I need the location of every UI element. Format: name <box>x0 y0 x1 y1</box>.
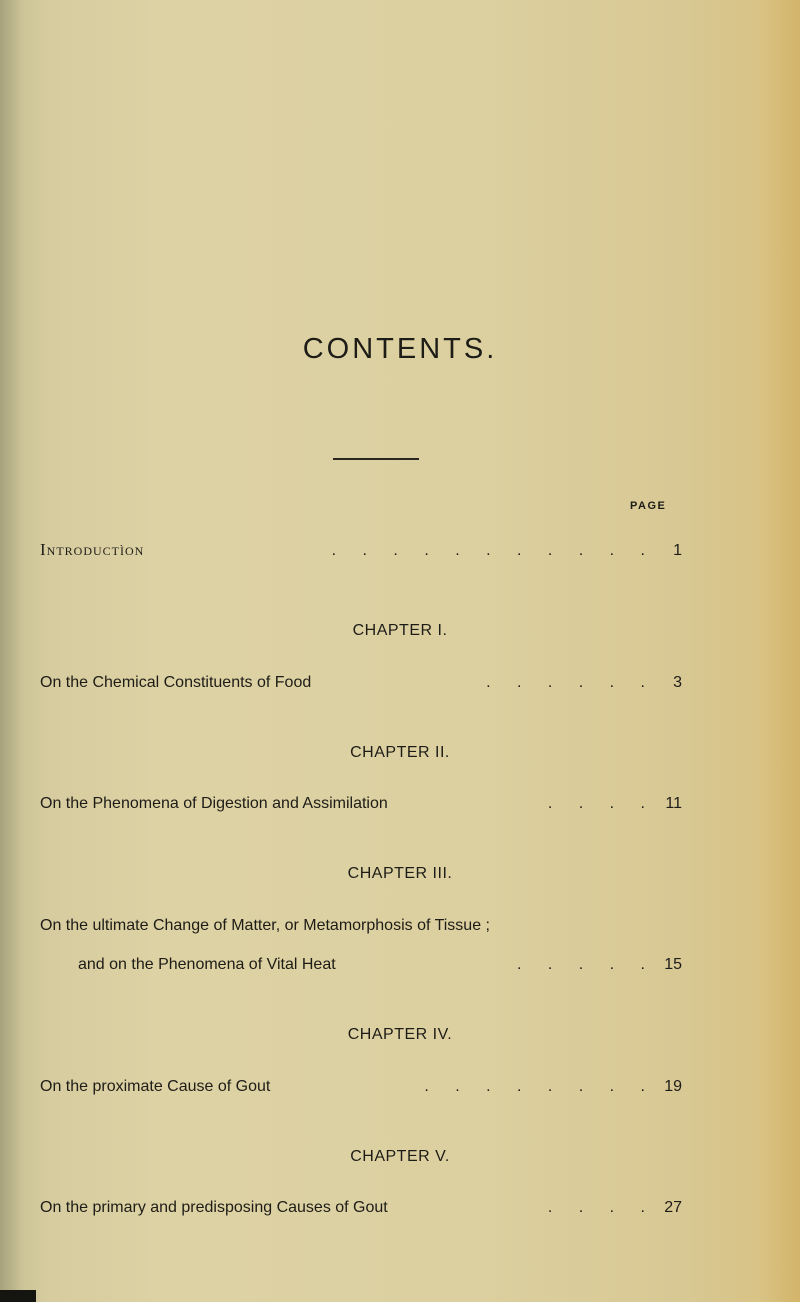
toc-entry-label: On the Chemical Constituents of Food <box>40 674 312 691</box>
page-title: CONTENTS. <box>302 333 498 365</box>
toc-entry-chapter-5[interactable] <box>40 1199 682 1217</box>
dot-leader: . . . . . . . . . . . <box>331 542 656 559</box>
dot-leader: . . . . <box>547 1199 656 1216</box>
toc-entry-chapter-4[interactable] <box>40 1078 682 1096</box>
page-edge-tint <box>760 0 800 1302</box>
chapter-heading-2: CHAPTER II. <box>350 744 450 761</box>
toc-entry-label: On the primary and predisposing Causes of Gout <box>40 1199 388 1216</box>
chapter-heading-5: CHAPTER V. <box>350 1148 450 1165</box>
toc-entry-label: On the proximate Cause of Gout <box>40 1078 271 1095</box>
toc-entry-introduction[interactable] <box>40 540 682 560</box>
toc-entry-chapter-2[interactable] <box>40 795 682 813</box>
toc-page-number: 1 <box>673 542 682 559</box>
page-edge-shadow <box>0 0 22 1302</box>
dot-leader: . . . . . . <box>486 674 656 691</box>
toc-page-number: 27 <box>664 1199 682 1216</box>
scan-edge-mark <box>0 1290 36 1302</box>
chapter-heading-4: CHAPTER IV. <box>347 1026 453 1043</box>
dot-leader: . . . . <box>547 795 656 812</box>
chapter-heading-1: CHAPTER I. <box>352 622 448 639</box>
dot-leader: . . . . . <box>516 956 656 973</box>
toc-page-number: 19 <box>664 1078 682 1095</box>
page-column-heading: PAGE <box>630 500 667 512</box>
toc-entry-label: Introductìon <box>40 540 145 559</box>
toc-page-number: 3 <box>673 674 682 691</box>
toc-page-number: 11 <box>665 795 682 812</box>
toc-entry-label: and on the Phenomena of Vital Heat <box>78 956 336 973</box>
toc-page-number: 15 <box>664 956 682 973</box>
toc-entry-chapter-3-line-1[interactable]: On the ultimate Change of Matter, or Metamorphosis of Tissue ; <box>40 917 490 934</box>
title-rule <box>333 458 419 460</box>
toc-entry-chapter-3[interactable] <box>78 956 682 974</box>
chapter-heading-3: CHAPTER III. <box>347 865 453 882</box>
toc-entry-label: On the Phenomena of Digestion and Assimilation <box>40 795 388 812</box>
dot-leader: . . . . . . . . <box>424 1078 656 1095</box>
toc-entry-chapter-1[interactable] <box>40 674 682 692</box>
